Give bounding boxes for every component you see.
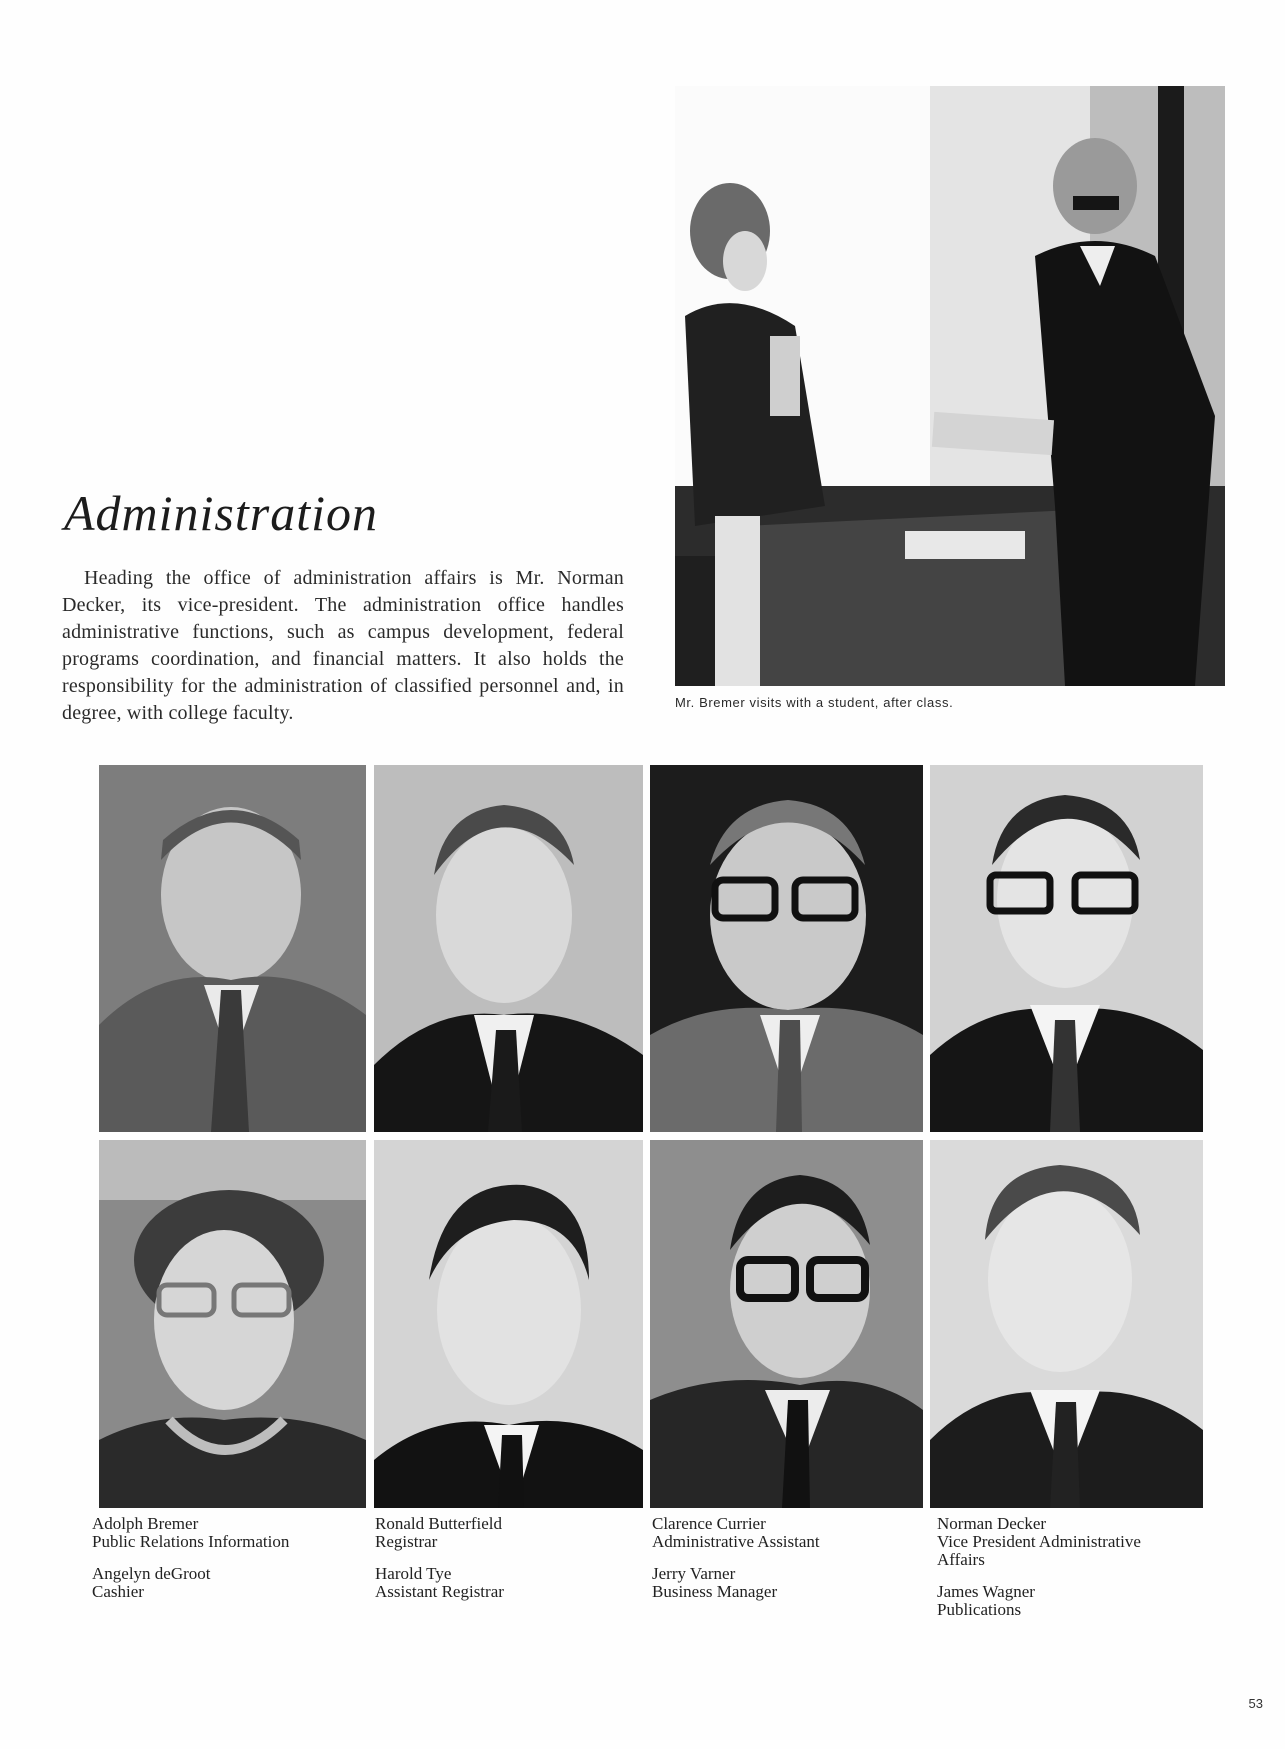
staff-entry bbox=[937, 1583, 1187, 1619]
portrait-angelyn-degroot bbox=[99, 1140, 366, 1508]
staff-role: Assistant Registrar bbox=[375, 1582, 504, 1601]
candid-photo bbox=[675, 86, 1225, 686]
staff-entry bbox=[375, 1515, 635, 1551]
staff-entry bbox=[937, 1515, 1187, 1569]
page-title: Administration bbox=[64, 485, 379, 541]
staff-name: Norman Decker bbox=[937, 1514, 1047, 1533]
staff-role: Administrative Assistant bbox=[652, 1532, 820, 1551]
staff-role: Registrar bbox=[375, 1532, 438, 1551]
staff-name: Harold Tye bbox=[375, 1564, 452, 1583]
staff-entry bbox=[375, 1565, 635, 1601]
portrait-james-wagner bbox=[930, 1140, 1203, 1508]
staff-role: Publications bbox=[937, 1600, 1022, 1619]
staff-name: Angelyn deGroot bbox=[92, 1564, 211, 1583]
staff-entry bbox=[652, 1515, 912, 1551]
staff-name: Adolph Bremer bbox=[92, 1514, 199, 1533]
staff-entry bbox=[652, 1565, 912, 1601]
staff-role: Business Manager bbox=[652, 1582, 778, 1601]
page-number: 53 bbox=[1248, 1696, 1263, 1711]
portrait-clarence-currier bbox=[650, 765, 923, 1132]
portrait-ronald-butterfield bbox=[374, 765, 643, 1132]
staff-role: Cashier bbox=[92, 1582, 144, 1601]
portrait-norman-decker bbox=[930, 765, 1203, 1132]
staff-role: Public Relations Information bbox=[92, 1532, 290, 1551]
names-column-4 bbox=[937, 1515, 1187, 1633]
names-column-3 bbox=[652, 1515, 912, 1615]
staff-entry bbox=[92, 1515, 352, 1551]
staff-name: Clarence Currier bbox=[652, 1514, 766, 1533]
names-column-1 bbox=[92, 1515, 352, 1615]
photo-caption: Mr. Bremer visits with a student, after class. bbox=[675, 695, 954, 710]
staff-name: Jerry Varner bbox=[652, 1564, 736, 1583]
names-column-2 bbox=[375, 1515, 635, 1615]
portrait-harold-tye bbox=[374, 1140, 643, 1508]
staff-name: Ronald Butterfield bbox=[375, 1514, 503, 1533]
portrait-jerry-varner bbox=[650, 1140, 923, 1508]
staff-entry bbox=[92, 1565, 352, 1601]
staff-role: Vice President Administrative Affairs bbox=[937, 1532, 1141, 1569]
portrait-adolph-bremer bbox=[99, 765, 366, 1132]
staff-name: James Wagner bbox=[937, 1582, 1035, 1601]
intro-paragraph: Heading the office of administration affairs is Mr. Norman Decker, its vice-president. The administration office handles administrative functions, such as campus development, federal programs coordination, and financial matters. It also holds the responsibility for the administration of classified personnel and, in degree, with college faculty. bbox=[62, 567, 624, 724]
